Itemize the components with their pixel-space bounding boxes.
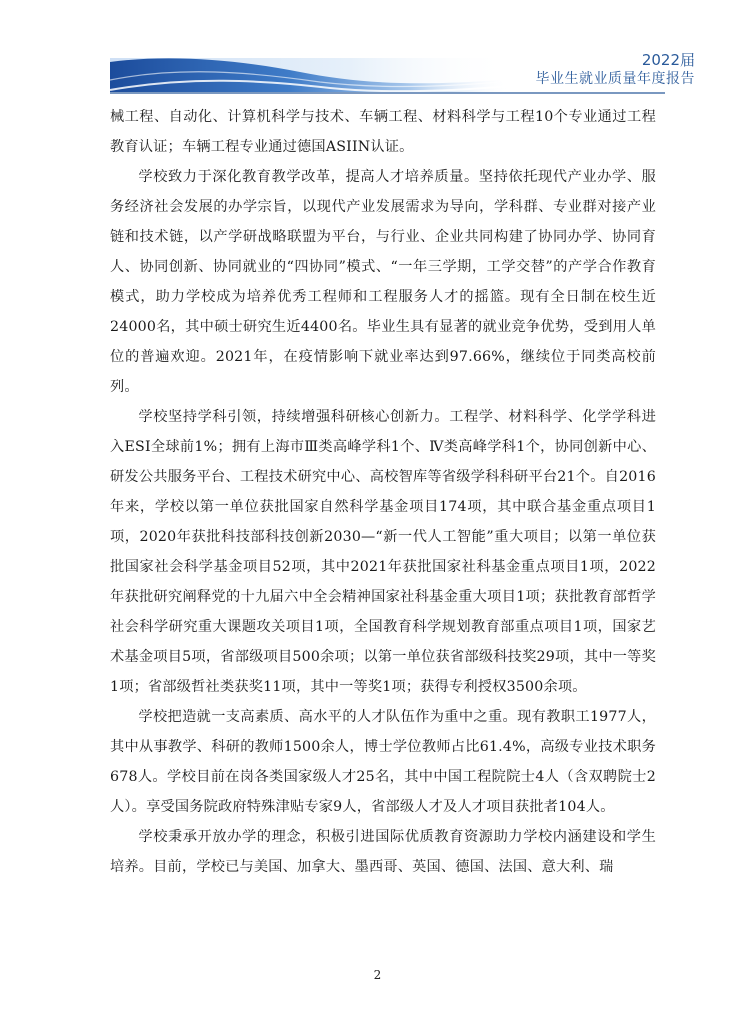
paragraph-faculty: 学校把造就一支高素质、高水平的人才队伍作为重中之重。现有教职工1977人，其中从事教学、科研的教师1500余人，博士学位教师占比61.4%，高级专业技术职务678人。学校目前在岗各类国家级人才25名，其中中国工程院院士4人（含双聘院士2人）。享受国务院政府特殊津贴专家9人，省部级人才及人才项目获批者104人。 <box>110 709 656 815</box>
page-number: 2 <box>373 968 382 982</box>
paragraph-research: 学校坚持学科引领，持续增强科研核心创新力。工程学、材料科学、化学学科进入ESI全球前1%；拥有上海市Ⅲ类高峰学科1个、Ⅳ类高峰学科1个，协同创新中心、研发公共服务平台、工程技术研究中心、高校智库等省级学科科研平台21个。自2016年来，学校以第一单位获批国家自然科学基金项目174项，其中联合基金重点项目1项，2020年获批科技部科技创新2030—“新一代人工智能”重大项目；以第一单位获批国家社会科学基金项目52项，其中2021年获批国家社科基金重点项目1项，2022年获批研究阐释党的十九届六中全会精神国家社科基金重大项目1项；获批教育部哲学社会科学研究重大课题攻关项目1项，全国教育科学规划教育部重点项目1项，国家艺术基金项目5项，省部级项目500余项；以第一单位获省部级科技奖29项，其中一等奖1项；省部级哲社类获奖11项，其中一等奖1项；获得专利授权3500余项。 <box>110 409 656 695</box>
report-title <box>536 50 696 88</box>
paragraph-international: 学校秉承开放办学的理念，积极引进国际优质教育资源助力学校内涵建设和学生培养。目前，学校已与美国、加拿大、墨西哥、英国、德国、法国、意大利、瑞 <box>110 829 656 875</box>
body-text <box>110 102 656 882</box>
paragraph-accreditation: 械工程、自动化、计算机科学与技术、车辆工程、材料科学与工程10个专业通过工程教育认证；车辆工程专业通过德国ASIIN认证。 <box>110 109 656 155</box>
page-header <box>0 0 755 100</box>
report-year: 2022届 <box>641 51 695 69</box>
report-subtitle: 毕业生就业质量年度报告 <box>535 71 695 87</box>
paragraph-teaching-reform: 学校致力于深化教育教学改革，提高人才培养质量。坚持依托现代产业办学、服务经济社会发展的办学宗旨，以现代产业发展需求为导向，学科群、专业群对接产业链和技术链，以产学研战略联盟为平台，与行业、企业共同构建了协同办学、协同育人、协同创新、协同就业的“四协同”模式、“一年三学期，工学交替”的产学合作教育模式，助力学校成为培养优秀工程师和工程服务人才的摇篮。现有全日制在校生近24000名，其中硕士研究生近4400名。毕业生具有显著的就业竞争优势，受到用人单位的普遍欢迎。2021年，在疫情影响下就业率达到97.66%，继续位于同类高校前列。 <box>110 169 656 395</box>
